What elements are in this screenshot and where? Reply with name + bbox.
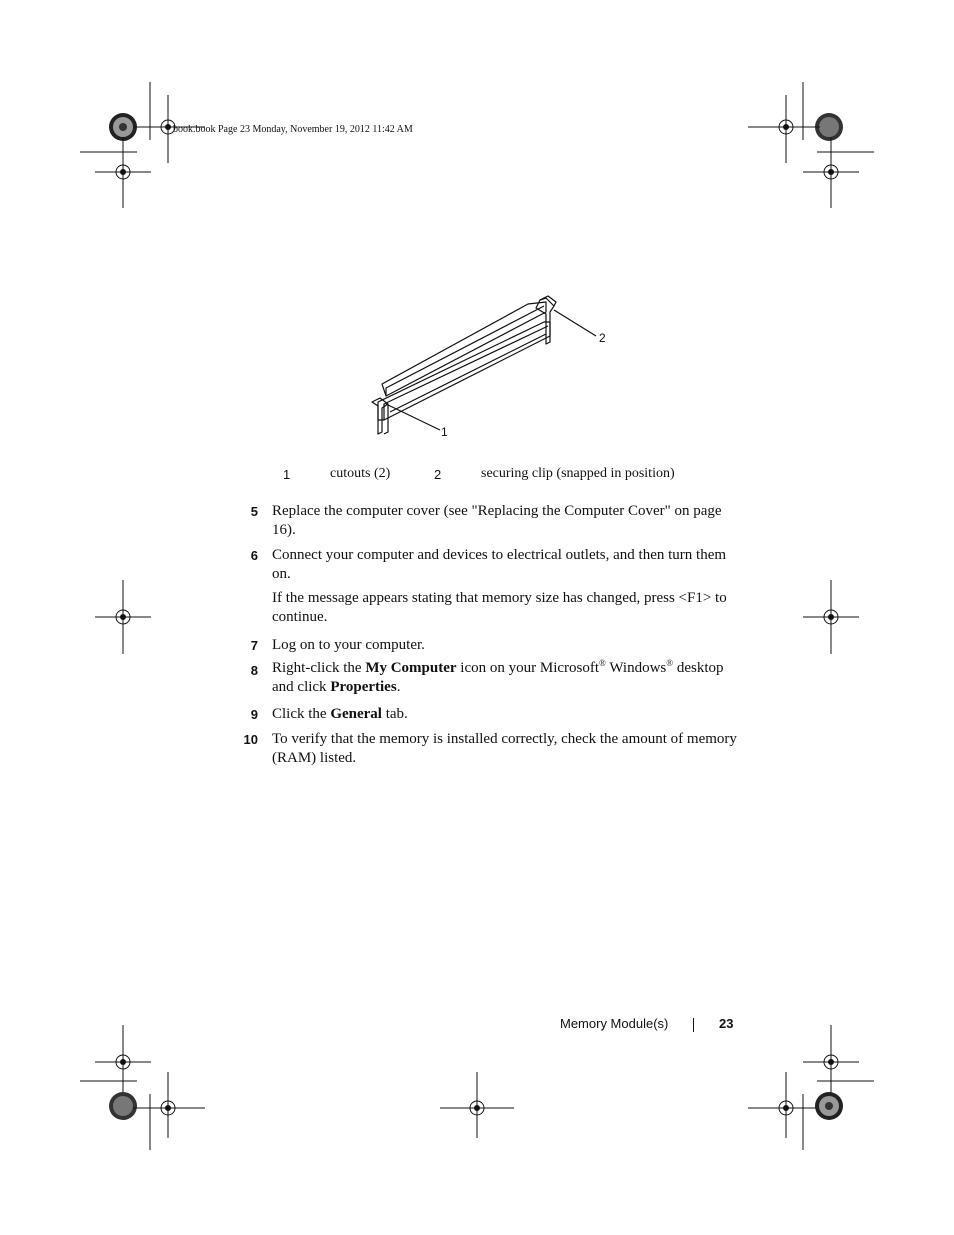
registered-mark: ®	[599, 658, 606, 668]
text-run: tab.	[381, 706, 408, 722]
footer-section-title: Memory Module(s)	[560, 1016, 669, 1031]
step-number: 7	[250, 638, 258, 653]
crosshair-icon	[803, 137, 859, 208]
step-number: 10	[243, 732, 258, 747]
footer-divider	[693, 1018, 694, 1032]
crosshair-icon	[803, 580, 859, 654]
text-run: desktop and click	[272, 660, 724, 695]
registration-target-icon	[109, 1092, 137, 1120]
memory-module-illustration	[360, 292, 620, 452]
step-number: 6	[250, 548, 258, 563]
step-note: If the message appears stating that memory size has changed, press <F1> to continue.	[272, 590, 727, 625]
crosshair-icon	[133, 1072, 205, 1138]
legend-text: securing clip (snapped in position)	[481, 466, 675, 481]
step-text	[272, 659, 742, 696]
step-text: To verify that the memory is installed correctly, check the amount of memory (RAM) listed.	[272, 731, 737, 766]
crosshair-icon	[748, 1072, 820, 1138]
crosshair-icon	[95, 580, 151, 654]
step-number: 9	[250, 707, 258, 722]
crosshair-icon	[95, 137, 151, 208]
crosshair-icon	[748, 95, 820, 163]
legend-text: cutouts (2)	[330, 466, 391, 481]
step-text: Replace the computer cover (see "Replacing the Computer Cover" on page 16).	[272, 503, 722, 538]
crosshair-icon	[95, 1025, 151, 1097]
text-run: .	[396, 678, 401, 695]
text-run: Click the	[272, 706, 331, 722]
registration-target-icon	[109, 113, 137, 141]
ui-term: Properties	[330, 678, 397, 695]
ui-term: My Computer	[365, 660, 457, 676]
step-text: Log on to your computer.	[272, 637, 425, 653]
page-number: 23	[719, 1016, 734, 1031]
step-text	[272, 705, 742, 724]
step-number: 8	[250, 663, 258, 678]
text-run: Right-click the	[272, 660, 366, 676]
print-meta-line: book.book Page 23 Monday, November 19, 2012 11:42 AM	[173, 124, 413, 135]
step-text: Connect your computer and devices to electrical outlets, and then turn them on.	[272, 547, 727, 582]
text-run: Windows	[605, 660, 667, 676]
registered-mark: ®	[666, 658, 674, 668]
legend-number: 1	[283, 467, 291, 482]
registration-target-icon	[815, 1092, 843, 1120]
text-run: icon on your Microsoft	[456, 660, 600, 676]
callout-1: 1	[441, 425, 448, 439]
step-number: 5	[250, 504, 258, 519]
callout-2: 2	[599, 331, 606, 345]
legend-number: 2	[434, 467, 442, 482]
crosshair-icon	[803, 1025, 859, 1097]
ui-term: General	[330, 706, 382, 722]
crosshair-icon	[440, 1072, 514, 1138]
